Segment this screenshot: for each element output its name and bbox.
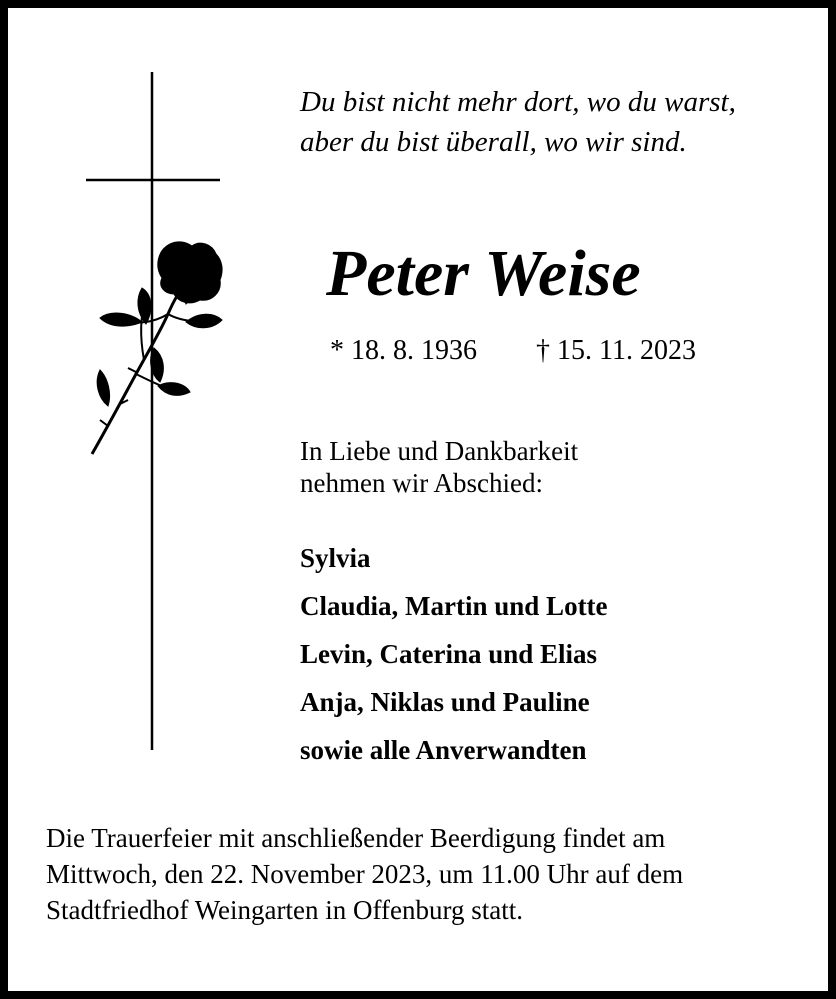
mourners-list — [300, 534, 608, 774]
cross-icon — [86, 72, 220, 750]
cross-and-rose-ornament — [8, 8, 308, 808]
mourner-entry: Levin, Caterina und Elias — [300, 639, 598, 669]
ceremony-line: Stadtfriedhof Weingarten in Offenburg statt. — [46, 895, 523, 925]
life-dates — [330, 333, 696, 369]
quote-line: Du bist nicht mehr dort, wo du warst, — [300, 86, 736, 118]
farewell-line: In Liebe und Dankbarkeit — [300, 436, 579, 466]
farewell-line: nehmen wir Abschied: — [300, 468, 543, 498]
birth-date: * 18. 8. 1936 — [330, 335, 477, 366]
mourner-entry: Anja, Niklas und Pauline — [300, 687, 590, 717]
ceremony-line: Mittwoch, den 22. November 2023, um 11.00 Uhr auf dem — [46, 859, 684, 889]
mourner-entry: sowie alle Anverwandten — [300, 735, 587, 765]
farewell-text — [300, 435, 578, 499]
rose-icon — [92, 242, 222, 454]
quote-line: aber du bist überall, wo wir sind. — [300, 126, 687, 158]
deceased-name: Peter Weise — [326, 237, 641, 310]
memorial-quote — [300, 82, 736, 162]
funeral-ceremony-info — [46, 820, 683, 928]
mourner-entry: Claudia, Martin und Lotte — [300, 591, 608, 621]
mourner-entry: Sylvia — [300, 543, 371, 573]
ceremony-line: Die Trauerfeier mit anschließender Beerdigung findet am — [46, 823, 666, 853]
death-date: † 15. 11. 2023 — [536, 335, 696, 366]
